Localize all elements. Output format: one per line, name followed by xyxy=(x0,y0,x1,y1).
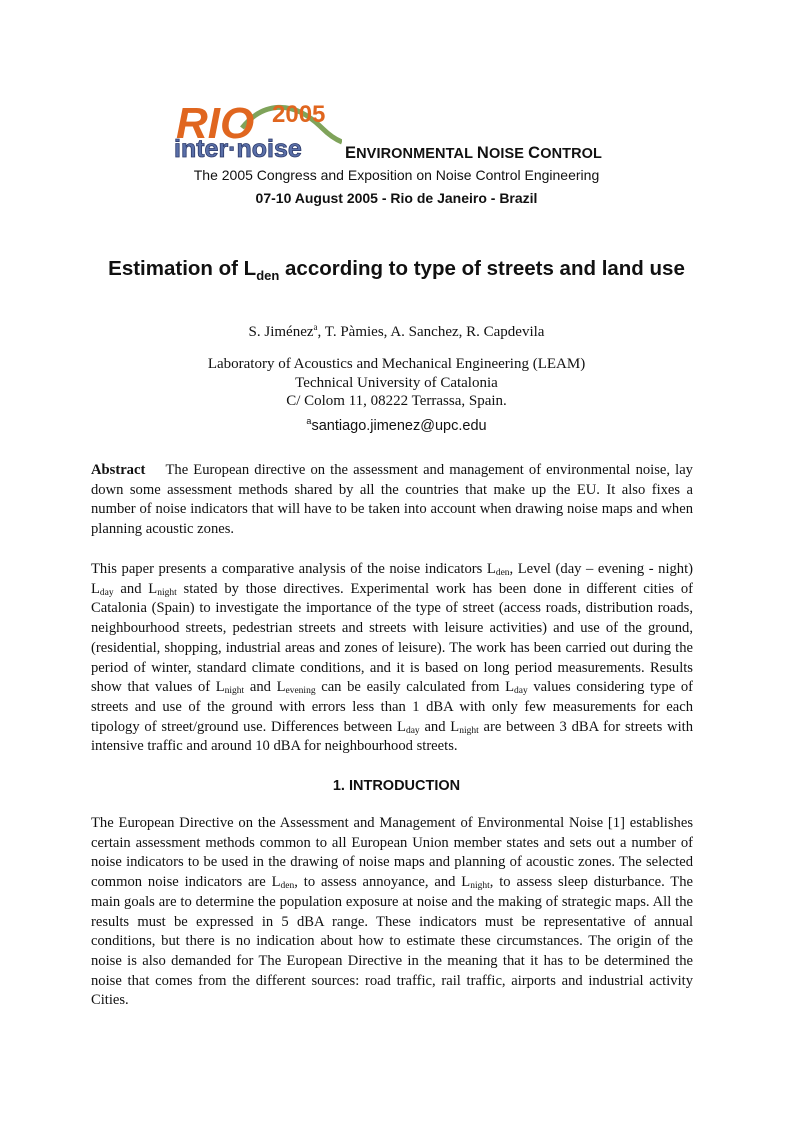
title-part1: Estimation of L xyxy=(108,257,257,280)
abstract-text: The European directive on the assessment and management of environmental noise, lay down some assessment methods shared by all the countries that make up the EU. It also fixes a number of noise indicators that will have to be taken into account when drawing noise maps and when planning acoustic zones. xyxy=(91,462,693,538)
subscript: evening xyxy=(285,686,316,697)
abstract-paragraph xyxy=(91,461,693,540)
subscript: night xyxy=(224,686,245,697)
author-mark: a xyxy=(313,322,318,332)
subscript: day xyxy=(514,686,528,697)
summary-paragraph xyxy=(91,560,693,757)
introduction-paragraph xyxy=(91,814,693,1011)
text-run: , to assess annoyance, and L xyxy=(294,874,471,891)
text-run: stated by those directives. Experimental work has been done in different cities of Catalonia (Spain) to investigate the importance of the type of street (access roads, distribution roads, neighbourhood streets, pedestrian streets and streets with leisure activities) and use of the ground, (residential, shopping, industrial areas and zones of leisure). The work has been carried out during the period of winter, standard climate conditions, and it is based on long period measurements. Results show that values of L xyxy=(91,580,693,696)
logo-year-text: 2005 xyxy=(272,101,326,128)
text-run: can be easily calculated from L xyxy=(315,679,514,696)
subscript: night xyxy=(157,587,177,598)
text-run: and L xyxy=(113,580,158,597)
affiliation-line: Laboratory of Acoustics and Mechanical Engineering (LEAM) xyxy=(207,356,586,372)
email-mark: a xyxy=(306,416,312,426)
paper-title xyxy=(70,255,723,289)
text-run: , to assess sleep disturbance. The main goals are to determine the population exposure at noise and the making of strategic maps. All the results must be expressed in 5 dBA range. These indicators must be representative of annual conditions, but there is no indication about how to estimate these circumstances. The origin of the noise is also demanded for The European Directive in the meaning that it has to be determined the noise that comes from the different sources: road traffic, rail traffic, airports and industrial activity Cities. xyxy=(91,874,693,1009)
text-run: and L xyxy=(244,679,286,696)
subscript: night xyxy=(459,725,479,736)
conf-name-env-rest: NVIRONMENTAL xyxy=(356,146,473,162)
conference-name xyxy=(345,144,602,163)
title-subscript: den xyxy=(256,268,280,284)
section-heading: 1. INTRODUCTION xyxy=(332,778,461,794)
subscript: day xyxy=(99,587,114,598)
internoise-logo xyxy=(172,98,342,160)
conf-name-noise-rest: OISE xyxy=(488,146,525,162)
title-part2: according to type of streets and land use xyxy=(279,257,685,280)
other-authors: , T. Pàmies, A. Sanchez, R. Capdevila xyxy=(317,324,545,340)
text-run: The European Directive on the Assessment and Management of Environmental Noise [1] establishes certain assessment methods common to all European Union member states and sets out a number of noise indicators to be used in the drawing of noise maps and planning of acoustic zones. The selected common noise indicators are L xyxy=(91,815,693,891)
conference-date: 07-10 August 2005 - Rio de Janeiro - Brazil xyxy=(255,190,538,206)
email-address: santiago.jimenez@upc.edu xyxy=(311,417,487,434)
conf-name-control-initial: C xyxy=(528,144,541,162)
subscript: night xyxy=(470,881,490,892)
text-run: and L xyxy=(419,718,460,735)
conf-name-env-initial: E xyxy=(345,144,357,162)
conf-name-control-rest: ONTROL xyxy=(540,146,603,162)
subscript: day xyxy=(405,725,420,736)
subscript: den xyxy=(495,568,510,578)
logo-brand-text: inter·noise xyxy=(174,135,302,160)
conf-name-noise-initial: N xyxy=(476,144,489,162)
text-run: are between 3 dBA for streets with intensive traffic and around 10 dBA for neighbourhood streets. xyxy=(91,718,693,755)
logo-rio-text: RIO xyxy=(176,99,255,148)
affiliation-line: Technical University of Catalonia xyxy=(295,374,498,391)
abstract-label: Abstract xyxy=(91,462,146,478)
first-author: S. Jiménez xyxy=(248,324,314,340)
subscript: den xyxy=(280,881,295,892)
author-list xyxy=(0,322,793,341)
text-run: values considering type of streets and use of the ground with errors less than 1 dBA with only few measurements for each tipology of street/ground use. Differences between L xyxy=(91,679,693,735)
text-run: This paper presents a comparative analysis of the noise indicators L xyxy=(91,561,496,577)
contact-email xyxy=(0,416,793,434)
affiliation xyxy=(0,355,793,411)
conference-subtitle: The 2005 Congress and Exposition on Noise Control Engineering xyxy=(193,167,600,183)
text-run: , Level (day – evening - night) L xyxy=(91,561,694,597)
affiliation-line: C/ Colom 11, 08222 Terrassa, Spain. xyxy=(286,393,507,409)
